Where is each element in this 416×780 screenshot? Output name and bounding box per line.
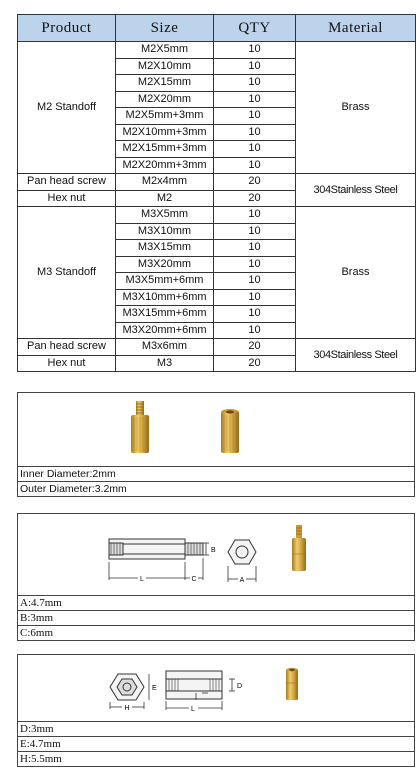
qty-cell: 20 [214,339,296,356]
label-e: E [152,685,157,692]
table-row [18,174,416,191]
male-female-dimension-panel [17,513,415,641]
product-cell: Pan head screw [18,174,116,191]
dimension-e: E:4.7mm [18,737,414,752]
product-cell: Pan head screw [18,339,116,356]
dimension-a: A:4.7mm [18,596,414,611]
table-row [18,339,416,356]
qty-cell: 20 [214,190,296,207]
female-female-standoff-photo-icon [286,668,298,700]
male-female-standoff-icon [131,401,149,453]
label-a: A [239,577,245,584]
standoff-side-view [166,671,235,710]
male-female-technical-drawing [18,514,414,595]
spec-table [17,14,416,372]
header-product: Product [18,15,116,42]
dimension-b: B:3mm [18,611,414,626]
product-cell: Hex nut [18,355,116,372]
size-cell: M3X10mm [116,223,214,240]
female-female-dimension-panel [17,654,415,767]
qty-cell: 10 [214,75,296,92]
table-row [18,207,416,224]
qty-cell: 10 [214,157,296,174]
female-female-standoff-icon [221,409,239,453]
size-cell: M2X10mm [116,58,214,75]
brass-standoff-photos [18,393,414,466]
male-female-drawing-area [18,514,414,596]
material-cell: 304Stainless Steel [296,174,416,207]
size-cell: M3X20mm [116,256,214,273]
qty-cell: 10 [214,273,296,290]
qty-cell: 10 [214,256,296,273]
qty-cell: 10 [214,240,296,257]
size-cell: M2x4mm [116,174,214,191]
dimension-d: D:3mm [18,722,414,737]
size-cell: M3 [116,355,214,372]
qty-cell: 10 [214,124,296,141]
male-female-standoff-photo-icon [292,525,306,571]
product-cell: M3 Standoff [18,207,116,339]
label-l: L [191,706,195,713]
label-c: C [191,576,197,583]
size-cell: M3X15mm [116,240,214,257]
qty-cell: 10 [214,207,296,224]
size-cell: M2X5mm+3mm [116,108,214,125]
size-cell: M3X20mm+6mm [116,322,214,339]
inner-diameter-spec: Inner Diameter:2mm [18,467,414,482]
table-header-row [18,15,416,42]
product-cell: Hex nut [18,190,116,207]
standoff-photo-area [18,393,414,467]
product-cell: M2 Standoff [18,42,116,174]
qty-cell: 20 [214,174,296,191]
standoff-photo-panel [17,392,415,497]
size-cell: M2X5mm [116,42,214,59]
size-cell: M3X5mm+6mm [116,273,214,290]
label-l: L [140,576,144,583]
header-qty: QTY [214,15,296,42]
material-cell: Brass [296,42,416,174]
table-row [18,42,416,59]
label-b: B [211,547,216,554]
size-cell: M2 [116,190,214,207]
hex-end-view [228,540,256,582]
standoff-side-view [109,539,203,559]
qty-cell: 10 [214,141,296,158]
female-female-technical-drawing [18,655,414,721]
size-cell: M3X5mm [116,207,214,224]
size-cell: M2X20mm+3mm [116,157,214,174]
material-cell: Brass [296,207,416,339]
female-female-drawing-area [18,655,414,722]
material-cell: 304Stainless Steel [296,339,416,372]
outer-diameter-spec: Outer Diameter:3.2mm [20,483,127,495]
qty-cell: 10 [214,223,296,240]
label-h: H [124,705,130,712]
qty-cell: 10 [214,91,296,108]
size-cell: M2X15mm [116,75,214,92]
dimension-h: H:5.5mm [20,753,62,765]
header-size: Size [116,15,214,42]
qty-cell: 10 [214,108,296,125]
qty-cell: 10 [214,306,296,323]
qty-cell: 10 [214,322,296,339]
size-cell: M2X10mm+3mm [116,124,214,141]
label-d: D [237,683,243,690]
size-cell: M3X15mm+6mm [116,306,214,323]
size-cell: M2X15mm+3mm [116,141,214,158]
dimension-c: C:6mm [20,627,54,639]
qty-cell: 10 [214,42,296,59]
size-cell: M3X10mm+6mm [116,289,214,306]
hex-end-view [110,674,149,709]
size-cell: M3x6mm [116,339,214,356]
header-material: Material [296,15,416,42]
qty-cell: 10 [214,58,296,75]
size-cell: M2X20mm [116,91,214,108]
qty-cell: 10 [214,289,296,306]
qty-cell: 20 [214,355,296,372]
